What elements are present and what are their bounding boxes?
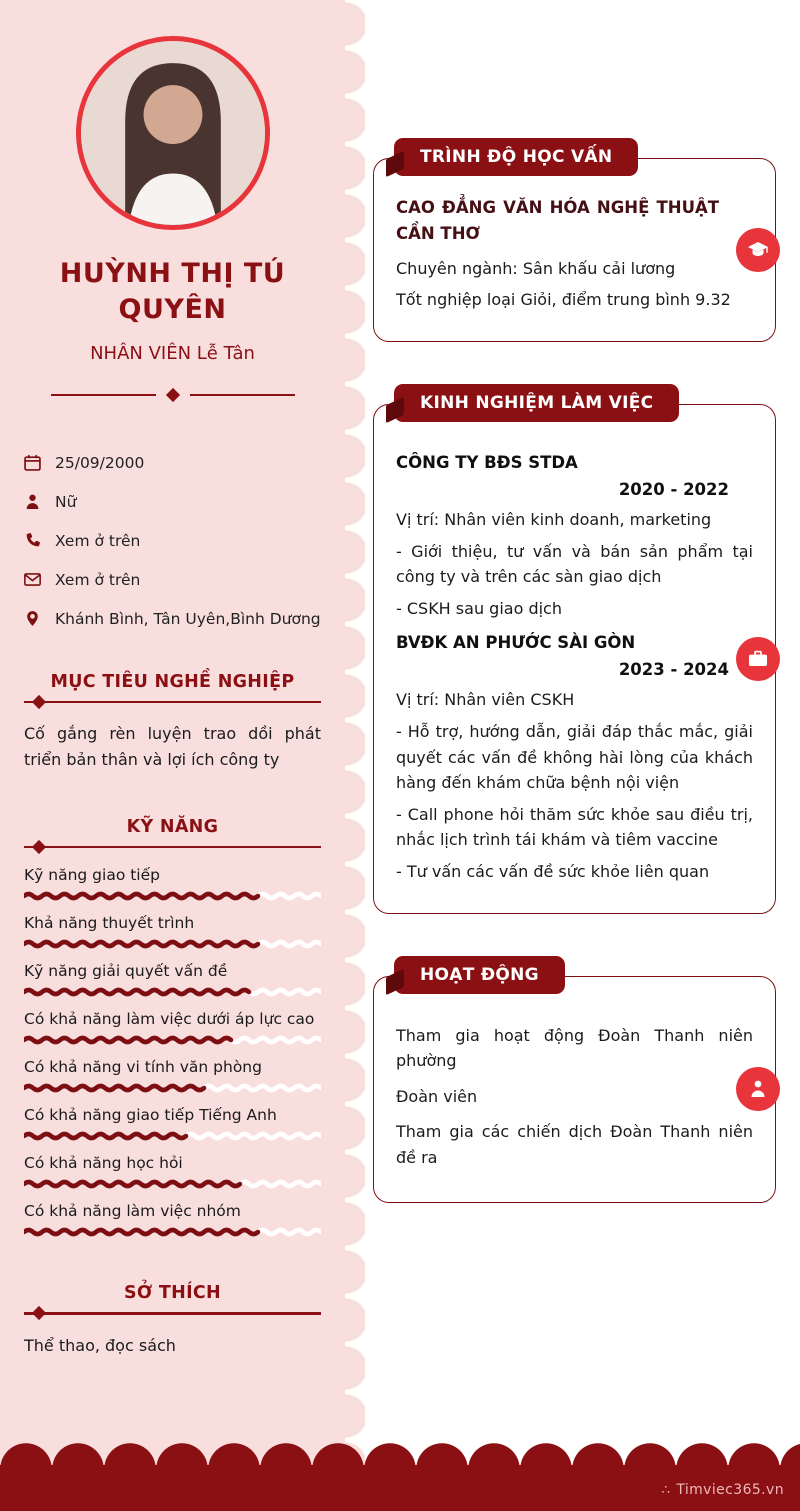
profile-photo bbox=[76, 36, 270, 230]
main-content bbox=[373, 140, 776, 1203]
calendar-icon bbox=[24, 454, 41, 471]
education-major: Chuyên ngành: Sân khấu cải lương bbox=[396, 258, 676, 278]
sidebar bbox=[0, 0, 345, 1511]
job-bullet: - Call phone hỏi thăm sức khỏe sau điều trị, nhắc lịch trình tái khám và tiêm vaccine bbox=[396, 804, 753, 850]
info-address-text: Khánh Bình, Tân Uyên,Bình Dương bbox=[55, 609, 321, 628]
info-phone-text: Xem ở trên bbox=[55, 531, 141, 550]
info-phone bbox=[24, 532, 321, 550]
section-rule bbox=[24, 846, 321, 849]
divider-line bbox=[51, 394, 156, 397]
activities-badge-label: HOẠT ĐỘNG bbox=[420, 964, 539, 985]
skill-label: Có khả năng học hỏi bbox=[24, 1154, 183, 1173]
skill-level-wave bbox=[24, 985, 321, 999]
diamond-icon bbox=[32, 1306, 46, 1320]
info-birthdate-text: 25/09/2000 bbox=[55, 453, 145, 472]
skill-label: Kỹ năng giao tiếp bbox=[24, 866, 160, 885]
skill-item bbox=[24, 1058, 321, 1095]
brand bbox=[662, 1482, 784, 1498]
hobbies-text: Thể thao, đọc sách bbox=[24, 1335, 176, 1355]
skill-item bbox=[24, 1154, 321, 1191]
company-name: CÔNG TY BĐS STDA bbox=[396, 452, 578, 472]
skill-item bbox=[24, 1202, 321, 1239]
skill-level-wave bbox=[24, 1129, 321, 1143]
activity-line: Tham gia các chiến dịch Đoàn Thanh niên đề ra bbox=[396, 1122, 753, 1167]
info-address bbox=[24, 610, 321, 628]
objective-text: Cố gắng rèn luyện trao dồi phát triển bản thân và lợi ích công ty bbox=[24, 724, 321, 769]
skill-level-wave bbox=[24, 889, 321, 903]
skill-level-wave bbox=[24, 937, 321, 951]
job-position: Vị trí: Nhân viên kinh doanh, marketing bbox=[396, 509, 712, 529]
info-email-text: Xem ở trên bbox=[55, 570, 141, 589]
skill-level-wave bbox=[24, 1033, 321, 1047]
skill-label: Có khả năng vi tính văn phòng bbox=[24, 1058, 262, 1077]
diamond-icon bbox=[32, 695, 46, 709]
graduation-cap-icon bbox=[736, 228, 780, 272]
skill-item bbox=[24, 866, 321, 903]
skill-label: Có khả năng làm việc dưới áp lực cao bbox=[24, 1010, 315, 1029]
skill-item bbox=[24, 962, 321, 999]
diamond-icon bbox=[165, 388, 179, 402]
education-badge-label: TRÌNH ĐỘ HỌC VẤN bbox=[420, 147, 613, 167]
skill-item bbox=[24, 1106, 321, 1143]
skill-label: Có khả năng giao tiếp Tiếng Anh bbox=[24, 1106, 277, 1125]
section-rule bbox=[24, 1312, 321, 1315]
skill-level-wave bbox=[24, 1081, 321, 1095]
job-bullet: - Giới thiệu, tư vấn và bán sản phẩm tại công ty và trên các sàn giao dịch bbox=[396, 541, 753, 587]
job-bullet: - Tư vấn các vấn đề sức khỏe liên quan bbox=[396, 861, 710, 881]
skill-label: Khả năng thuyết trình bbox=[24, 914, 195, 933]
education-badge bbox=[394, 138, 638, 176]
info-email bbox=[24, 571, 321, 589]
activities-section bbox=[373, 964, 776, 1204]
skill-item bbox=[24, 1010, 321, 1047]
job-bullet: - Hỗ trợ, hướng dẫn, giải đáp thắc mắc, giải quyết các vấn đề không hài lòng của khách hàng đến khám chữa bệnh nội viện bbox=[396, 721, 753, 793]
experience-badge bbox=[394, 384, 679, 422]
experience-badge-label: KINH NGHIỆM LÀM VIỆC bbox=[420, 392, 654, 413]
personal-info-list bbox=[24, 454, 321, 628]
school-name: CAO ĐẲNG VĂN HÓA NGHỆ THUẬT CẦN THƠ bbox=[396, 198, 719, 244]
location-icon bbox=[24, 610, 41, 627]
job-position: Vị trí: Nhân viên CSKH bbox=[396, 690, 575, 710]
skill-label: Kỹ năng giải quyết vấn đề bbox=[24, 962, 228, 981]
experience-section bbox=[373, 392, 776, 914]
job-entry bbox=[396, 633, 753, 884]
candidate-job-title: NHÂN VIÊN Lễ Tân bbox=[90, 342, 255, 364]
job-period: 2020 - 2022 bbox=[618, 479, 729, 499]
diamond-icon bbox=[32, 840, 46, 854]
name-divider bbox=[24, 390, 321, 400]
envelope-icon bbox=[24, 571, 41, 588]
phone-icon bbox=[24, 532, 41, 549]
objective-section bbox=[24, 672, 321, 773]
profile-photo-placeholder bbox=[81, 41, 265, 225]
job-bullet: - CSKH sau giao dịch bbox=[396, 598, 562, 618]
section-rule bbox=[24, 701, 321, 704]
hobbies-heading: SỞ THÍCH bbox=[124, 1283, 221, 1304]
skill-level-wave bbox=[24, 1225, 321, 1239]
skills-heading: KỸ NĂNG bbox=[126, 816, 219, 837]
member-icon bbox=[736, 1067, 780, 1111]
job-entry bbox=[396, 453, 753, 621]
skill-item bbox=[24, 914, 321, 951]
activity-line: Đoàn viên bbox=[396, 1086, 478, 1106]
footer bbox=[0, 1465, 800, 1511]
education-grade: Tốt nghiệp loại Giỏi, điểm trung bình 9.32 bbox=[396, 290, 731, 310]
divider-line bbox=[190, 394, 295, 397]
info-gender-text: Nữ bbox=[55, 492, 77, 511]
objective-heading: MỤC TIÊU NGHỀ NGHIỆP bbox=[50, 671, 295, 692]
activity-line: Tham gia hoạt động Đoàn Thanh niên phường bbox=[396, 1025, 753, 1071]
person-icon bbox=[24, 493, 41, 510]
timviec365-logo-icon: ∴ bbox=[661, 1482, 671, 1498]
company-name: BVĐK AN PHƯỚC SÀI GÒN bbox=[396, 633, 636, 653]
info-birthdate bbox=[24, 454, 321, 472]
education-section bbox=[373, 147, 776, 342]
skill-label: Có khả năng làm việc nhóm bbox=[24, 1202, 241, 1221]
briefcase-icon bbox=[736, 637, 780, 681]
candidate-name: HUỲNH THỊ TÚ QUYÊN bbox=[59, 258, 286, 326]
brand-text: Timviec365.vn bbox=[676, 1482, 784, 1498]
hobbies-section bbox=[24, 1283, 321, 1358]
skills-section bbox=[24, 817, 321, 1240]
job-period: 2023 - 2024 bbox=[618, 660, 729, 680]
info-gender bbox=[24, 493, 321, 511]
activities-badge bbox=[394, 956, 565, 994]
skill-level-wave bbox=[24, 1177, 321, 1191]
